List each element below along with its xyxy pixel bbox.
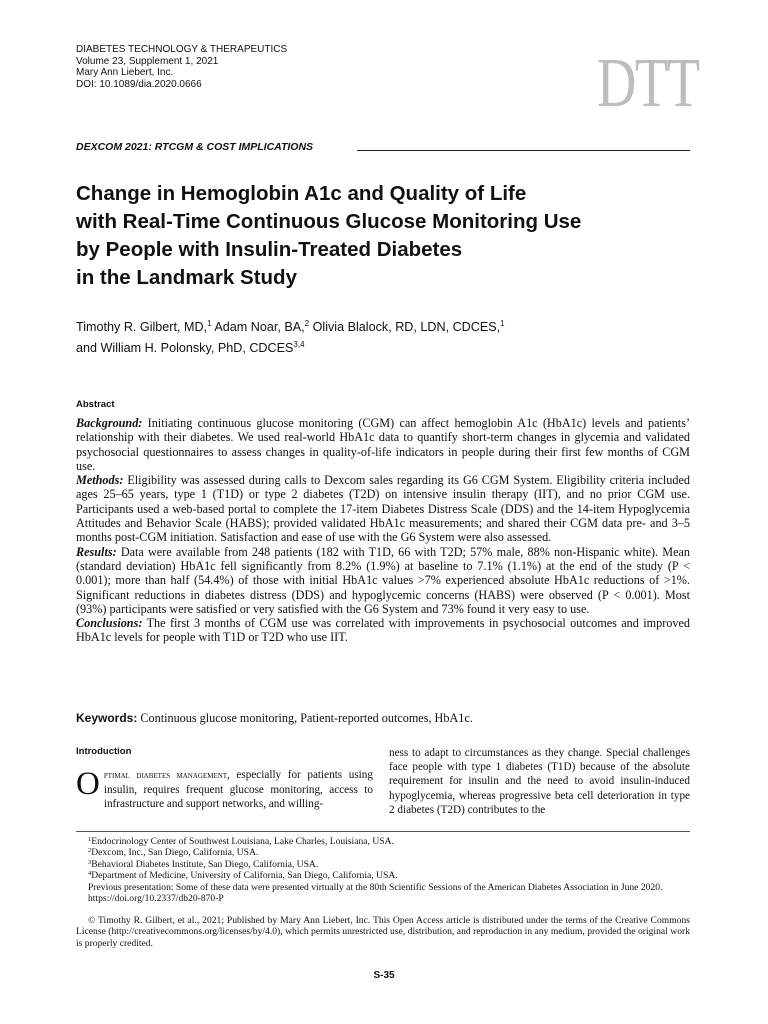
abstract-text: Eligibility was assessed during calls to Dexcom sales regarding its G6 CGM System. Eligibility criteria included ages 25–65 years, type 1 (T1D) or type 2 diabetes (T2D) on intensive insulin therapy (IIT), and no prior CGM use. Participants used a web-based portal to complete the 17-item Diabetes Distress Scale (DDS) and the 14-item Hypoglycemia Attitudes and Behavior Scale (HABS); provided validated HbA1c measurements; and shared their CGM data pre- and 3–5 months post-CGM initiation. Satisfaction and ease of use with the G6 System were also assessed. <box>76 473 690 545</box>
journal-logo: DTT <box>597 45 699 122</box>
section-header <box>76 141 690 155</box>
abstract-label: Conclusions: <box>76 616 143 631</box>
affiliation-item <box>88 870 692 881</box>
abstract-label: Background: <box>76 416 143 430</box>
affiliation-number: 1 <box>88 836 92 843</box>
author-name: Adam Noar, BA, <box>211 320 305 334</box>
intro-text-left: , especially for patients using insulin, requires frequent glucose monitoring, access to infrastructure and support networks, and willing- <box>103 769 373 811</box>
introduction-heading: Introduction <box>76 746 132 757</box>
affiliation-text: Department of Medicine, University of California, San Diego, California, USA. <box>91 870 398 882</box>
journal-header <box>76 44 287 90</box>
abstract-label: Results: <box>76 544 117 559</box>
copyright-text: © Timothy R. Gilbert, et al., 2021; Published by Mary Ann Liebert, Inc. This Open Access article is distributed under the terms of the Creative Commons License (http://creativecommons.org/licenses/by/4.0), which permits unrestricted use, distribution, and reproduction in any medium, provided the original work is properly credited. <box>76 915 690 949</box>
page-number: S-35 <box>373 970 395 981</box>
journal-volume: Volume 23, Supplement 1, 2021 <box>76 55 219 67</box>
affiliation-item <box>88 859 692 870</box>
author-line <box>76 317 690 338</box>
affiliation-text: Behavioral Diabetes Institute, San Diego, California, USA. <box>91 858 319 870</box>
abstract-background <box>76 416 690 473</box>
affiliation-text: Endocrinology Center of Southwest Louisiana, Lake Charles, Louisiana, USA. <box>91 836 394 847</box>
journal-publisher: Mary Ann Liebert, Inc. <box>76 67 174 79</box>
affiliation-number: 3 <box>88 858 92 866</box>
affiliation-marker: 2 <box>304 319 310 328</box>
journal-name: DIABETES TECHNOLOGY & THERAPEUTICS <box>76 44 288 55</box>
abstract-heading: Abstract <box>76 399 115 410</box>
keywords-text: Continuous glucose monitoring, Patient-reported outcomes, HbA1c. <box>137 711 473 725</box>
abstract-text: Initiating continuous glucose monitoring (CGM) can affect hemoglobin A1c (HbA1c) levels and patients’ relationship with their diabetes. We used real-world HbA1c data to quantify short-term changes in glycemia and validated psychosocial questionnaires to assess changes in quality-of-life indicators in people during their first few months of CGM use. <box>76 416 690 473</box>
author-name: Timothy R. Gilbert, MD, <box>76 320 208 334</box>
abstract-methods <box>76 473 690 544</box>
abstract-text: Data were available from 248 patients (182 with T1D, 66 with T2D; 57% male, 88% non-Hispanic white). Mean (standard deviation) HbA1c fell significantly from 8.2% (1.9%) at baseline to 7.1% (1.1%) at the end of the study (P < 0.001); more than half (54.4%) of those with initial HbA1c values >7% experienced absolute HbA1c reductions of >1%. Significant reductions in diabetes distress (DDS) and hypoglycemic concerns (HABS) were observed (P < 0.001). Most (93%) participants were satisfied or very satisfied with the G6 System and 73% found it very easy to use. <box>76 544 690 616</box>
abstract-conclusions <box>76 616 690 645</box>
author-name: and William H. Polonsky, PhD, CDCES <box>76 341 294 355</box>
affiliation-item <box>88 836 692 847</box>
journal-doi: DOI: 10.1089/dia.2020.0666 <box>76 78 202 90</box>
affiliation-item <box>88 847 692 858</box>
affiliation-number: 2 <box>88 847 92 855</box>
title-line: by People with Insulin-Treated Diabetes <box>76 238 463 261</box>
footnote-rule <box>76 831 690 832</box>
intro-text-right: ness to adapt to circumstances as they change. Special challenges face people with type 1 diabetes (T1D) because of the absolute requirement for insulin and the need to avoid insulin-induced hypoglycemia, whereas progressive beta cell deterioration in type 2 diabetes (T2D) contributes to the <box>389 747 690 816</box>
abstract-label: Methods: <box>76 473 124 488</box>
previous-presentation: Previous presentation: Some of these data were presented virtually at the 80th Scientific Sessions of the American Diabetes Association in June 2020. https://doi.org/10.2337/db20-870-P <box>88 881 663 905</box>
title-line: with Real-Time Continuous Glucose Monitoring Use <box>76 210 582 233</box>
intro-smallcaps: ptimal diabetes management <box>103 770 228 781</box>
keywords <box>76 711 690 726</box>
intro-column-left <box>76 768 373 812</box>
affiliations <box>88 836 692 904</box>
affiliation-marker: 1 <box>207 319 212 328</box>
abstract-body <box>76 416 690 645</box>
section-label: DEXCOM 2021: RTCGM & COST IMPLICATIONS <box>76 141 314 153</box>
drop-cap: O <box>76 766 100 802</box>
affiliation-text: Dexcom, Inc., San Diego, California, USA. <box>91 847 259 859</box>
title-line: in the Landmark Study <box>76 266 297 289</box>
affiliation-marker: 1 <box>500 319 505 328</box>
abstract-text: The first 3 months of CGM use was correlated with improvements in psychosocial outcomes and improved HbA1c levels for people with T1D or T2D who use IIT. <box>76 616 690 645</box>
author-name: Olivia Blalock, RD, LDN, CDCES, <box>309 320 501 334</box>
article-title <box>76 180 690 292</box>
abstract-results <box>76 545 690 616</box>
affiliation-number: 4 <box>88 870 92 878</box>
keywords-label: Keywords: <box>76 711 138 725</box>
author-line <box>76 338 690 359</box>
affiliation-marker: 3,4 <box>293 340 305 349</box>
section-rule <box>357 150 690 151</box>
author-list <box>76 317 690 359</box>
intro-column-right <box>389 746 690 817</box>
copyright-notice <box>76 915 690 949</box>
title-line: Change in Hemoglobin A1c and Quality of Life <box>76 182 527 205</box>
